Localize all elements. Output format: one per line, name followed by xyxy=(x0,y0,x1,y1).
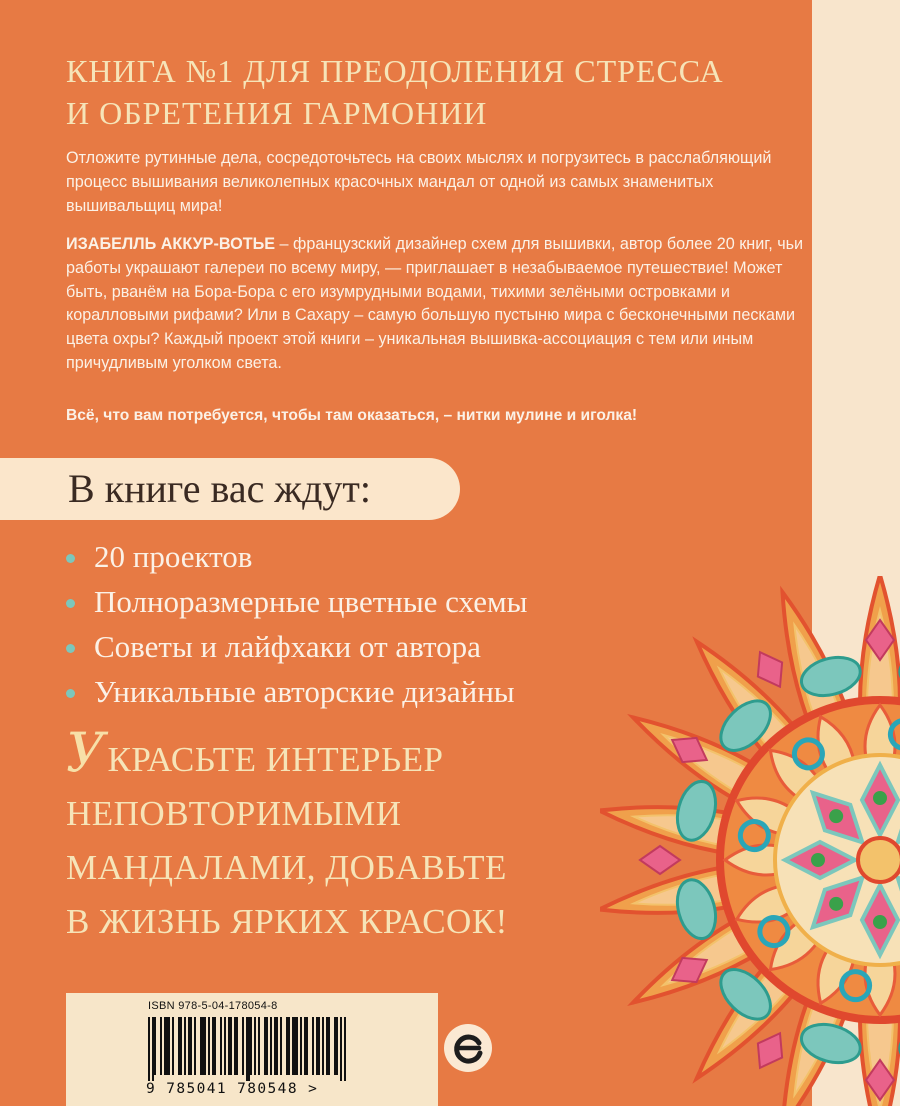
author-bio: – французский дизайнер схем для вышивки, автор более 20 книг, чьи работы украшают галереи по всему миру, — приглашает в незабываемое путешествие! Может быть, рванём на Бора-Бора с его изумрудными водами, тихими зелёными островками и коралловыми рифами? Или в Сахару – самую большую пустыню мира с бесконечными песками цвета охры? Каждый проект этой книги – уникальная вышивка-ассоциация с тем или иным причудливым уголком света. xyxy=(66,235,804,372)
slogan-drop-cap: У xyxy=(66,721,106,784)
slogan xyxy=(66,721,526,949)
heading-line-2: И ОБРЕТЕНИЯ ГАРМОНИИ xyxy=(66,95,488,131)
intro-paragraph: Отложите рутинные дела, сосредоточьтесь на своих мыслях и погрузитесь в расслабляющий процесс вышивания великолепных красочных мандал от одной из самых знаменитых вышивальщиц мира! xyxy=(66,149,772,215)
slogan-line-3: МАНДАЛАМИ, ДОБАВЬТЕ xyxy=(66,848,507,887)
tagline: Всё, что вам потребуется, чтобы там оказаться, – нитки мулине и иголка! xyxy=(66,407,638,424)
feature-item xyxy=(66,624,527,669)
bullet-dot-icon xyxy=(66,599,75,608)
isbn-number: ISBN 978-5-04-178054-8 xyxy=(148,1000,278,1012)
features-title-pill xyxy=(0,458,460,520)
barcode-bars xyxy=(148,1017,348,1081)
feature-item xyxy=(66,669,527,714)
heading-line-1: КНИГА №1 ДЛЯ ПРЕОДОЛЕНИЯ СТРЕССА xyxy=(66,53,724,89)
author-paragraph xyxy=(66,233,806,376)
barcode-digits: 9 785041 780548 > xyxy=(146,1081,319,1097)
feature-item xyxy=(66,579,527,624)
bullet-dot-icon xyxy=(66,644,75,653)
feature-text: 20 проектов xyxy=(94,539,253,574)
bullet-dot-icon xyxy=(66,554,75,563)
author-name: ИЗАБЕЛЛЬ АККУР-ВОТЬЕ xyxy=(66,235,276,253)
cover-heading xyxy=(66,50,806,134)
features-title: В книге вас ждут: xyxy=(68,466,372,511)
slogan-line-4: В ЖИЗНЬ ЯРКИХ КРАСОК! xyxy=(66,902,508,941)
slogan-line-1-text: КРАСЬТЕ ИНТЕРЬЕР xyxy=(107,740,444,779)
feature-text: Уникальные авторские дизайны xyxy=(94,674,515,709)
mandala-illustration xyxy=(600,576,900,1106)
bullet-dot-icon xyxy=(66,689,75,698)
feature-item xyxy=(66,534,527,579)
feature-text: Советы и лайфхаки от автора xyxy=(94,629,481,664)
barcode-panel xyxy=(66,993,438,1106)
features-list xyxy=(66,534,527,714)
feature-text: Полноразмерные цветные схемы xyxy=(94,584,528,619)
slogan-line-1 xyxy=(66,721,526,787)
publisher-logo-icon xyxy=(442,1022,494,1074)
slogan-line-2: НЕПОВТОРИМЫМИ xyxy=(66,794,402,833)
